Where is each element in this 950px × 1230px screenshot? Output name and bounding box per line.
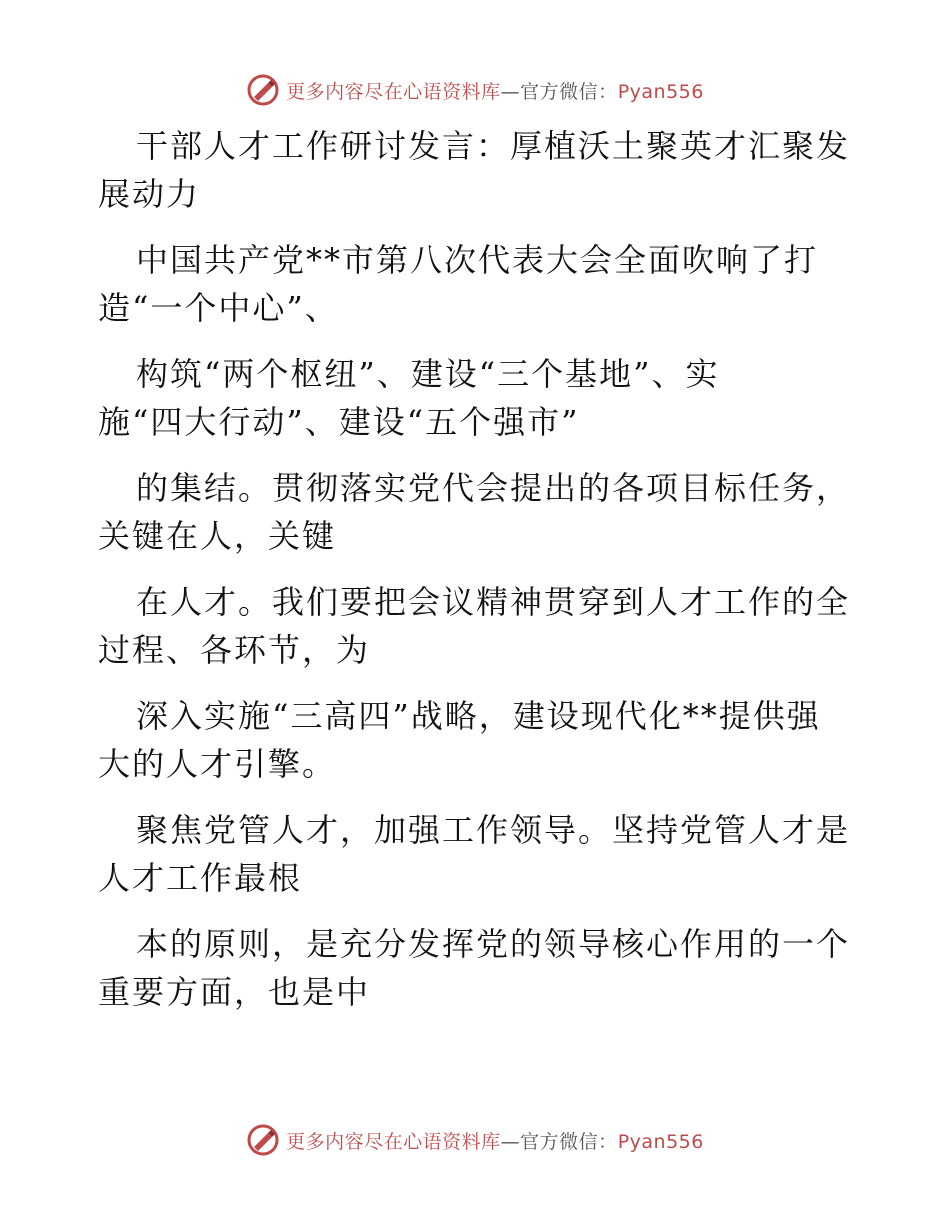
- watermark-site-text: 更多内容尽在心语资料库: [286, 80, 501, 103]
- watermark-dash: —: [500, 80, 521, 103]
- paragraph-line: 在人才。我们要把会议精神贯穿到人才工作的全: [136, 583, 851, 621]
- paragraph: [98, 350, 858, 446]
- paragraph-line: 重要方面，也是中: [98, 973, 371, 1011]
- watermark-wechat-id: Pyan556: [617, 80, 704, 103]
- document-body: [98, 122, 858, 1016]
- footer-watermark: [0, 1120, 950, 1160]
- paragraph-line: 本的原则，是充分发挥党的领导核心作用的一个: [136, 925, 851, 963]
- watermark-dash: —: [500, 1130, 521, 1153]
- watermark-wechat-label: 官方微信：: [520, 80, 618, 103]
- paragraph-line: 构筑“两个枢纽”、建设“三个基地”、实: [136, 355, 720, 393]
- paragraph: [98, 464, 858, 560]
- pen-logo-icon: [246, 1123, 280, 1157]
- paragraph: [98, 122, 858, 218]
- paragraph: [98, 578, 858, 674]
- pen-logo-icon: [246, 73, 280, 107]
- watermark-wechat-id: Pyan556: [617, 1130, 704, 1153]
- watermark-site-text: 更多内容尽在心语资料库: [286, 1130, 501, 1153]
- paragraph: [98, 236, 858, 332]
- paragraph-line: 过程、各环节，为: [98, 631, 371, 669]
- paragraph-line: 深入实施“三高四”战略，建设现代化**提供强: [136, 697, 821, 735]
- paragraph-line: 的集结。贯彻落实党代会提出的各项目标任务，: [136, 469, 851, 507]
- watermark-wechat-label: 官方微信：: [520, 1130, 618, 1153]
- paragraph-line: 大的人才引擎。: [98, 745, 337, 783]
- paragraph: [98, 806, 858, 902]
- paragraph-line: 造“一个中心”、: [98, 289, 339, 327]
- paragraph-line: 施“四大行动”、建设“五个强市”: [98, 403, 580, 441]
- paragraph-line: 中国共产党**市第八次代表大会全面吹响了打: [136, 241, 819, 279]
- paragraph-line: 聚焦党管人才，加强工作领导。坚持党管人才是: [136, 811, 851, 849]
- paragraph-line: 关键在人，关键: [98, 517, 337, 555]
- paragraph: [98, 692, 858, 788]
- document-title-line: 干部人才工作研讨发言：厚植沃土聚英才汇聚发: [136, 127, 851, 165]
- document-title-line: 展动力: [98, 175, 201, 213]
- paragraph-line: 人才工作最根: [98, 859, 303, 897]
- paragraph: [98, 920, 858, 1016]
- header-watermark: [0, 70, 950, 110]
